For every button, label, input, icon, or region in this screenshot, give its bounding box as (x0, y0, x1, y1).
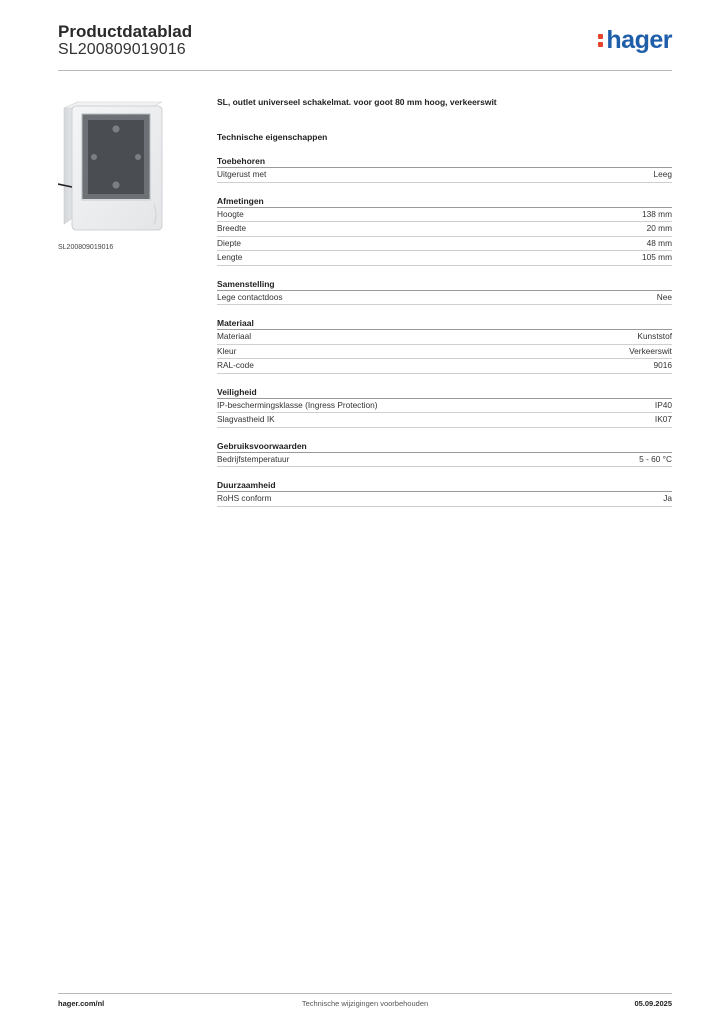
spec-value: IK07 (654, 414, 672, 424)
spec-content (217, 95, 672, 519)
spec-value: IP40 (654, 399, 672, 410)
footer-website-link[interactable]: hager.com/nl (58, 999, 105, 1008)
spec-value: Leeg (653, 169, 672, 179)
page-footer (58, 993, 672, 1014)
spec-label: Uitgerust met (217, 169, 267, 179)
spec-label: Diepte (217, 237, 241, 248)
spec-label: RoHS conform (217, 493, 272, 503)
spec-row (217, 251, 672, 266)
spec-value: 20 mm (646, 223, 672, 233)
product-name: SL, outlet universeel schakelmat. voor goot 80 mm hoog, verkeerswit (217, 97, 497, 107)
spec-label: Slagvastheid IK (217, 414, 275, 424)
spec-group-title: Afmetingen (217, 195, 672, 208)
spec-group (217, 278, 672, 306)
spec-group-title: Duurzaamheid (217, 479, 672, 492)
spec-group (217, 440, 672, 468)
image-caption: SL200809019016 (58, 244, 114, 251)
spec-value: 48 mm (646, 237, 672, 248)
spec-value: 9016 (653, 360, 672, 370)
spec-label: IP-beschermingsklasse (Ingress Protection) (217, 399, 378, 410)
spec-row (217, 237, 672, 252)
spec-label: Materiaal (217, 331, 252, 341)
spec-row (217, 330, 672, 345)
spec-value: Nee (656, 291, 672, 302)
spec-label: Breedte (217, 223, 247, 233)
spec-group-title: Samenstelling (217, 278, 672, 291)
spec-group (217, 386, 672, 428)
footer-disclaimer: Technische wijzigingen voorbehouden (301, 999, 429, 1008)
spec-group (217, 479, 672, 507)
spec-label: Hoogte (217, 208, 244, 219)
spec-group (217, 195, 672, 266)
spec-group-title: Materiaal (217, 317, 672, 330)
spec-row (217, 413, 672, 428)
spec-value: 105 mm (642, 252, 672, 262)
product-image (58, 92, 202, 236)
spec-group (217, 155, 672, 183)
specs-heading: Technische eigenschappen (217, 132, 328, 142)
spec-row (217, 359, 672, 374)
spec-value: Kunststof (637, 331, 672, 341)
hager-logo (598, 26, 672, 54)
spec-group-title: Toebehoren (217, 155, 672, 168)
spec-group-title: Veiligheid (217, 386, 672, 399)
spec-row (217, 222, 672, 237)
spec-label: Lengte (217, 252, 243, 262)
spec-row (217, 399, 672, 414)
spec-label: RAL-code (217, 360, 254, 370)
spec-group (217, 317, 672, 374)
spec-row (217, 492, 672, 507)
spec-row (217, 453, 672, 468)
spec-group-title: Gebruiksvoorwaarden (217, 440, 672, 453)
spec-value: 138 mm (642, 208, 672, 219)
spec-label: Bedrijfstemperatuur (217, 453, 290, 464)
document-title: Productdatablad (58, 22, 193, 41)
page-header (58, 22, 672, 71)
spec-value: Verkeerswit (629, 345, 672, 356)
footer-date: 05.09.2025 (634, 999, 672, 1008)
logo-text: hager (606, 26, 672, 54)
spec-value: Ja (663, 493, 672, 503)
spec-row (217, 291, 672, 306)
logo-dots-icon (598, 32, 604, 48)
spec-value: 5 - 60 °C (639, 453, 672, 464)
spec-row (217, 345, 672, 360)
spec-row (217, 208, 672, 223)
spec-label: Lege contactdoos (217, 291, 283, 302)
spec-label: Kleur (217, 345, 237, 356)
article-number: SL200809019016 (58, 41, 186, 58)
spec-row (217, 168, 672, 183)
